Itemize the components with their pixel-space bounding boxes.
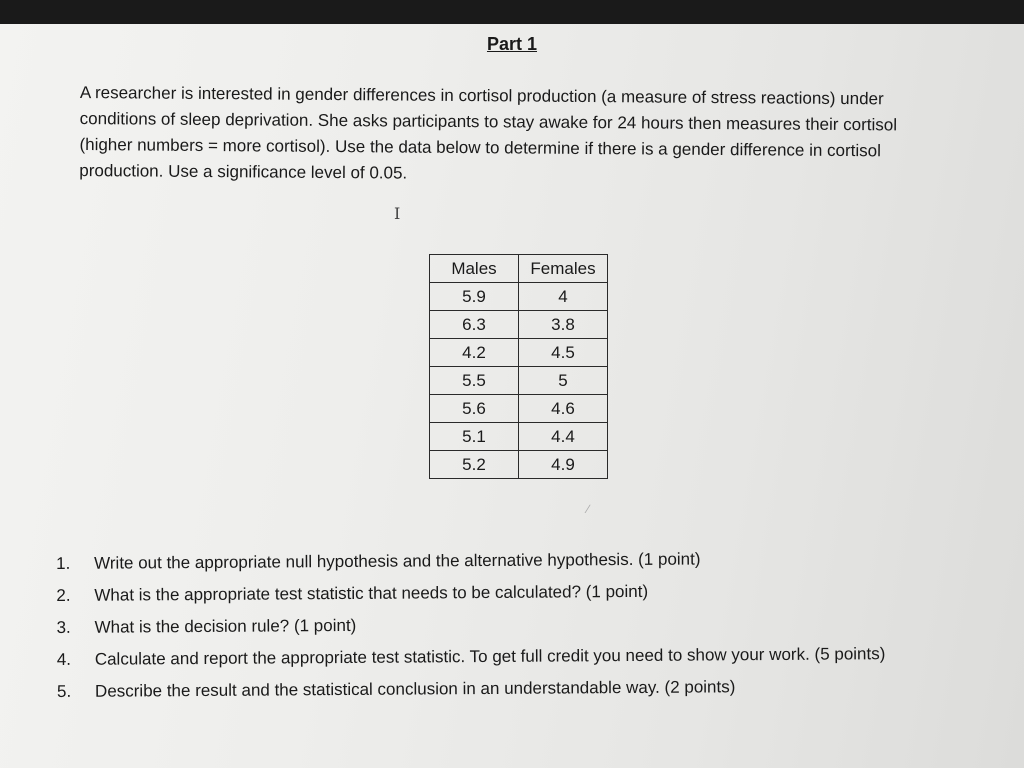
question-number: 1.	[56, 553, 71, 573]
table-row	[430, 423, 608, 451]
question-text: What is the appropriate test statistic that needs to be calculated? (1 point)	[94, 581, 649, 605]
question-item	[57, 670, 977, 708]
question-text: What is the decision rule? (1 point)	[94, 615, 357, 637]
table-cell: 5.9	[430, 283, 519, 311]
question-number: 3.	[56, 617, 71, 637]
page-title: Part 1	[486, 34, 538, 54]
question-number: 5.	[56, 681, 72, 701]
table-row	[430, 395, 608, 423]
question-text: Describe the result and the statistical conclusion in an understandable way. (2 points)	[94, 677, 736, 701]
problem-paragraph: A researcher is interested in gender differences in cortisol production (a measure of stress reactions) under conditions of sleep deprivation. She asks participants to stay awake for 24 hours then measures their cortisol (higher numbers = more cortisol). Use the data below to determine if there is a gender difference in cortisol production. Use a significance level of 0.05.	[79, 82, 898, 183]
question-list	[56, 542, 977, 708]
table-row	[430, 283, 608, 311]
stray-mark: ∕	[587, 502, 590, 516]
table-cell: 5.1	[430, 423, 519, 451]
column-header-females: Females	[519, 255, 608, 283]
table-cell: 4.4	[519, 423, 608, 451]
question-number: 2.	[56, 585, 71, 605]
table-cell: 4.2	[430, 339, 519, 367]
table-row	[430, 451, 608, 479]
table-cell: 5	[519, 367, 608, 395]
text-cursor-icon: I	[394, 204, 401, 223]
table-cell: 5.5	[430, 367, 519, 395]
question-number: 4.	[56, 649, 72, 669]
table-row	[430, 311, 608, 339]
question-text: Calculate and report the appropriate test statistic. To get full credit you need to show your work. (5 points)	[94, 644, 886, 669]
table-cell: 3.8	[519, 311, 608, 339]
table-cell: 4.6	[519, 395, 608, 423]
table-row	[430, 367, 608, 395]
table-header-row	[430, 255, 608, 283]
table-row	[430, 339, 608, 367]
table-cell: 5.6	[430, 395, 519, 423]
table-cell: 6.3	[430, 311, 519, 339]
table-cell: 5.2	[430, 451, 519, 479]
column-header-males: Males	[430, 255, 519, 283]
table-cell: 4	[519, 283, 608, 311]
document-page	[0, 24, 1024, 768]
table-cell: 4.5	[519, 339, 608, 367]
data-table	[429, 254, 608, 479]
question-text: Write out the appropriate null hypothesis and the alternative hypothesis. (1 point)	[94, 549, 701, 573]
table-cell: 4.9	[519, 451, 608, 479]
